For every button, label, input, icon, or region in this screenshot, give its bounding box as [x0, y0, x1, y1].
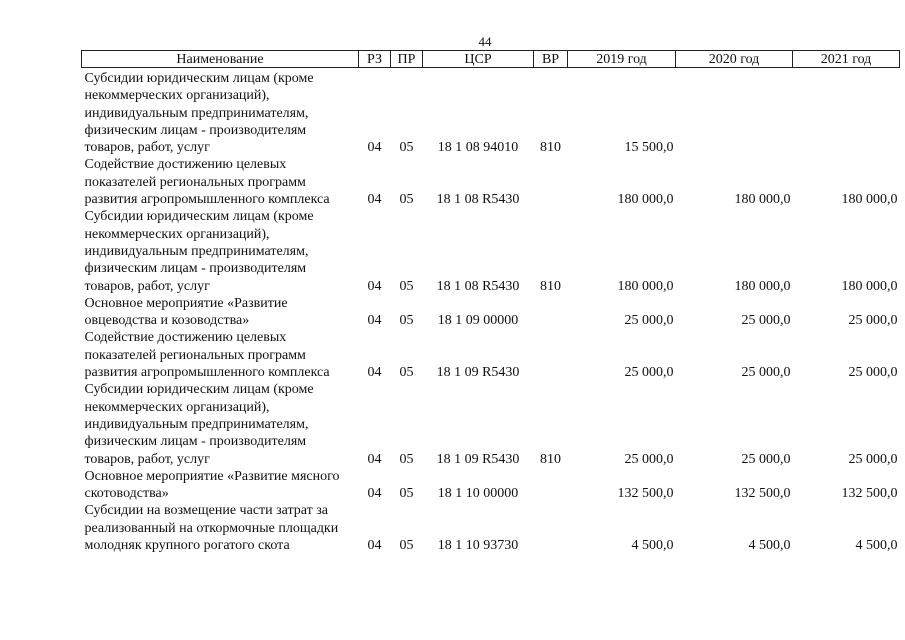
row-pr: 05: [399, 451, 414, 467]
header-2019: 2019 год: [568, 51, 676, 68]
row-rz: 04: [367, 486, 382, 502]
table-row: [82, 295, 900, 330]
row-pr: 05: [399, 313, 414, 329]
header-csr: ЦСР: [423, 51, 534, 68]
row-name: Субсидии юридическим лицам (кроме некоммерческих организаций), индивидуальным предпринимателям, физическим лицам - производителям товаров, работ, услуг: [84, 382, 314, 467]
row-2020: 25 000,0: [741, 365, 791, 381]
table-row: [82, 502, 900, 554]
row-2020: 4 500,0: [748, 538, 791, 554]
row-pr: 05: [399, 192, 414, 208]
table-row: [82, 468, 900, 503]
row-2020: 25 000,0: [741, 313, 791, 329]
row-csr: 18 1 09 R5430: [436, 365, 520, 381]
row-name: Содействие достижению целевых показателей региональных программ развития агропромышленного комплекса: [84, 330, 330, 381]
row-csr: 18 1 10 00000: [437, 486, 519, 502]
budget-table: [81, 50, 900, 554]
row-2021: 132 500,0: [841, 486, 898, 502]
row-2021: 25 000,0: [848, 365, 898, 381]
row-pr: 05: [399, 278, 414, 294]
table-row: [82, 156, 900, 208]
table-row: [82, 381, 900, 467]
header-pr: ПР: [391, 51, 423, 68]
row-2019: 15 500,0: [624, 140, 674, 156]
row-rz: 04: [367, 140, 382, 156]
row-csr: 18 1 08 94010: [437, 140, 519, 156]
row-2021: 4 500,0: [855, 538, 898, 554]
row-2021: 25 000,0: [848, 451, 898, 467]
table-row: [82, 208, 900, 294]
row-2021: 180 000,0: [841, 192, 898, 208]
row-rz: 04: [367, 451, 382, 467]
table-row: [82, 329, 900, 381]
row-vr: [534, 295, 568, 330]
row-vr: 810: [540, 278, 561, 294]
row-pr: 05: [399, 538, 414, 554]
table-row: [82, 68, 900, 157]
row-vr: [534, 468, 568, 503]
row-csr: 18 1 10 93730: [437, 538, 519, 554]
row-rz: 04: [367, 278, 382, 294]
row-2019: 180 000,0: [617, 278, 674, 294]
row-vr: [534, 156, 568, 208]
row-2021: 180 000,0: [841, 278, 898, 294]
row-vr: 810: [540, 140, 561, 156]
row-2021: 25 000,0: [848, 313, 898, 329]
row-csr: 18 1 09 R5430: [436, 451, 520, 467]
row-vr: [534, 329, 568, 381]
row-2020: 180 000,0: [734, 192, 791, 208]
row-csr: 18 1 08 R5430: [436, 278, 520, 294]
header-2020: 2020 год: [676, 51, 793, 68]
header-rz: РЗ: [359, 51, 391, 68]
row-vr: [534, 502, 568, 554]
row-2020: [676, 68, 793, 157]
header-name: Наименование: [82, 51, 359, 68]
row-pr: 05: [399, 140, 414, 156]
row-2020: 25 000,0: [741, 451, 791, 467]
row-rz: 04: [367, 365, 382, 381]
row-pr: 05: [399, 365, 414, 381]
row-2020: 180 000,0: [734, 278, 791, 294]
row-2019: 25 000,0: [624, 365, 674, 381]
row-rz: 04: [367, 192, 382, 208]
table-header-row: [82, 51, 900, 68]
row-rz: 04: [367, 538, 382, 554]
row-name: Содействие достижению целевых показателей региональных программ развития агропромышленного комплекса: [84, 157, 330, 208]
row-2019: 25 000,0: [624, 451, 674, 467]
row-2019: 180 000,0: [617, 192, 674, 208]
row-name: Субсидии юридическим лицам (кроме некоммерческих организаций), индивидуальным предпринимателям, физическим лицам - производителям товаров, работ, услуг: [84, 209, 314, 294]
row-2019: 25 000,0: [624, 313, 674, 329]
header-vr: ВР: [534, 51, 568, 68]
row-name: Основное мероприятие «Развитие мясного скотоводства»: [84, 468, 340, 502]
row-2020: 132 500,0: [734, 486, 791, 502]
row-2019: 4 500,0: [631, 538, 674, 554]
row-name: Основное мероприятие «Развитие овцеводства и козоводства»: [84, 295, 288, 329]
row-rz: 04: [367, 313, 382, 329]
header-2021: 2021 год: [793, 51, 900, 68]
row-2021: [793, 68, 900, 157]
row-csr: 18 1 09 00000: [437, 313, 519, 329]
row-name: Субсидии юридическим лицам (кроме некоммерческих организаций), индивидуальным предпринимателям, физическим лицам - производителям товаров, работ, услуг: [84, 71, 314, 156]
row-name: Субсидии на возмещение части затрат за реализованный на откормочные площадки молодняк крупного рогатого скота: [84, 503, 339, 554]
row-vr: 810: [540, 451, 561, 467]
row-csr: 18 1 08 R5430: [436, 192, 520, 208]
row-2019: 132 500,0: [617, 486, 674, 502]
page-number: 44: [478, 34, 492, 49]
row-pr: 05: [399, 486, 414, 502]
